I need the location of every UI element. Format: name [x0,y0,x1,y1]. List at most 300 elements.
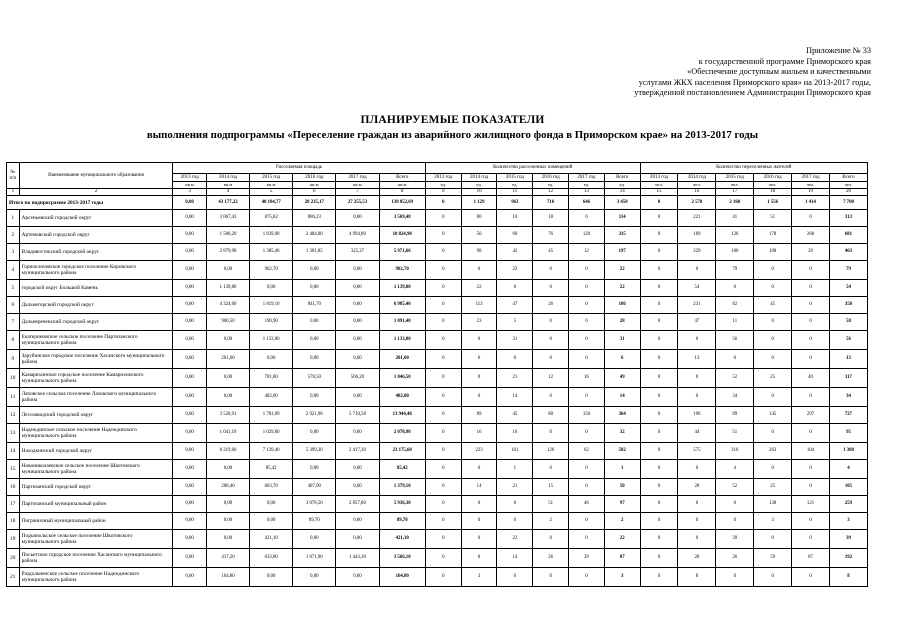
value-cell: 0,00 [336,479,379,496]
municipality-name: Артемовский городской округ [19,227,173,244]
header-col-index: 8 [379,189,425,196]
value-cell: 197 [604,244,640,261]
value-cell: 0 [640,210,678,227]
value-cell: 0 [461,369,497,388]
header-col-index: 17 [716,189,754,196]
value-cell: 39 [569,549,605,568]
value-cell: 28 235,17 [293,196,336,210]
value-cell: 14 [497,549,533,568]
row-number: 13 [7,424,20,443]
value-cell: 0 [640,496,678,513]
value-cell: 3 [461,568,497,587]
value-cell: 45 [497,407,533,424]
municipality-name: Новониколаевское сельское поселение Шкотовского муниципального района [19,460,173,479]
value-cell: 0,00 [173,350,207,369]
value-cell: 2 417,30 [336,443,379,460]
value-cell: 5 710,58 [336,407,379,424]
municipality-name: Подъяпольское сельское поселение Шкотовского муниципального района [19,530,173,549]
value-cell: 0,00 [173,568,207,587]
row-number: 21 [7,568,20,587]
value-cell: 45 [754,297,792,314]
value-cell: 0 [425,350,461,369]
value-cell: 20 [678,549,716,568]
value-cell: 0 [533,530,569,549]
value-cell: 98 [461,244,497,261]
value-cell: 1 [497,460,533,479]
value-cell: 117 [829,369,867,388]
value-cell: 325,37 [336,244,379,261]
value-cell: 1 139,80 [379,280,425,297]
value-cell: 87 [604,549,640,568]
value-cell: 34 [829,388,867,407]
value-cell: 0 [425,496,461,513]
value-cell: 95 [829,424,867,443]
value-cell: 1 041,10 [206,424,249,443]
table-row [7,424,868,443]
value-cell: 0 [533,424,569,443]
value-cell: 0,00 [293,314,336,331]
value-cell: 5 399,30 [293,443,336,460]
value-cell: 4 [716,460,754,479]
value-cell: 0 [792,210,830,227]
value-cell: 0,00 [336,388,379,407]
header-year: 2016 год [293,174,336,182]
value-cell: 50 [461,227,497,244]
value-cell: 288,40 [206,479,249,496]
value-cell: 0 [792,460,830,479]
value-cell: 51 [716,424,754,443]
header-year: 2015 год [250,174,293,182]
value-cell: 150 [569,407,605,424]
value-cell: 463 [829,244,867,261]
header-unit: кв.м [206,182,249,189]
value-cell: 109 [678,227,716,244]
value-cell: 0,00 [206,261,249,280]
value-cell: 1 846,50 [379,369,425,388]
value-cell: 201,60 [379,350,425,369]
value-cell: 0 [640,331,678,350]
value-cell: 22 [604,280,640,297]
header-unit: чел. [754,182,792,189]
header-year: 2016 год [754,174,792,182]
value-cell: 15 [533,479,569,496]
value-cell: 0 [754,460,792,479]
header-unit: ед. [533,182,569,189]
header-col-index: 7 [336,189,379,196]
value-cell: 0,00 [173,227,207,244]
municipality-name: Дальнереченский городской округ [19,314,173,331]
header-col-index: 16 [678,189,716,196]
value-cell: 22 [497,261,533,280]
municipality-name: Дальнегорский городской округ [19,297,173,314]
value-cell: 16 [569,369,605,388]
value-cell: 0 [569,297,605,314]
header-group-premises: Количество расселенных помещений [425,163,640,174]
value-cell: 0 [640,443,678,460]
value-cell: 0,00 [173,261,207,280]
table-row [7,530,868,549]
header-unit: чел. [792,182,830,189]
value-cell: 0 [425,443,461,460]
header-name: Наименование муниципального образования [19,163,173,189]
value-cell: 59 [754,549,792,568]
value-cell: 1 414 [792,196,830,210]
value-cell: 0 [533,388,569,407]
value-cell: 0 [569,350,605,369]
value-cell: 3 078,50 [293,496,336,513]
value-cell: 1 556 [754,196,792,210]
indicators-table [6,162,868,587]
value-cell: 87 [792,549,830,568]
value-cell: 1 781,09 [250,407,293,424]
value-cell: 0 [425,314,461,331]
value-cell: 902,70 [250,261,293,280]
value-cell: 1 379,10 [379,479,425,496]
header-col-index: 18 [754,189,792,196]
header-col-index: 12 [533,189,569,196]
header-year: 2013 год [640,174,678,182]
appendix-line: утвержденной постановлением Администрации Приморского края [634,88,871,98]
value-cell: 482,00 [379,388,425,407]
value-cell: 51 [754,210,792,227]
value-cell: 0 [425,244,461,261]
value-cell: 56 [716,331,754,350]
value-cell: 0,00 [206,530,249,549]
row-number: 3 [7,244,20,261]
value-cell: 268 [792,227,830,244]
value-cell: 0,00 [293,350,336,369]
value-cell: 0,00 [293,568,336,587]
value-cell: 0 [569,568,605,587]
value-cell: 0 [640,227,678,244]
value-cell: 0 [425,196,461,210]
value-cell: 39 [716,530,754,549]
value-cell: 56 [829,331,867,350]
value-cell: 22 [461,280,497,297]
value-cell: 3 [754,513,792,530]
value-cell: 22 [604,261,640,280]
value-cell: 0 [678,530,716,549]
header-year: 2013 год [173,174,207,182]
value-cell: 0,00 [336,460,379,479]
value-cell: 89,70 [293,513,336,530]
value-cell: 0 [640,513,678,530]
value-cell: 50 [604,479,640,496]
value-cell: 0,00 [250,350,293,369]
value-cell: 259 [829,496,867,513]
header-col-index: 3 [173,189,207,196]
value-cell: 16 [497,424,533,443]
header-year: 2014 год [206,174,249,182]
header-unit: ед. [425,182,461,189]
value-cell: 52 [716,479,754,496]
value-cell: 0,00 [173,407,207,424]
value-cell: 0 [461,261,497,280]
value-cell: 0 [425,331,461,350]
value-cell: 26 [792,244,830,261]
header-year: 2017 год [336,174,379,182]
table-row [7,568,868,587]
value-cell: 0,00 [250,496,293,513]
value-cell: 161 [497,443,533,460]
value-cell: 0 [640,424,678,443]
header-unit: кв.м [379,182,425,189]
header-group-residents: Количество переселенных жителей [640,163,867,174]
value-cell: 0 [754,530,792,549]
value-cell: 190,90 [250,314,293,331]
value-cell: 1 443,30 [336,549,379,568]
value-cell: 0,00 [293,331,336,350]
row-number: 19 [7,530,20,549]
value-cell: 0 [716,350,754,369]
appendix-header [541,46,871,99]
value-cell: 0,00 [336,261,379,280]
municipality-name: Зарубинское городское поселение Хасанского муниципального района [19,350,173,369]
value-cell: 8 [461,549,497,568]
value-cell: 0 [461,530,497,549]
value-cell: 575 [678,443,716,460]
value-cell: 716 [533,196,569,210]
value-cell: 164,80 [379,568,425,587]
row-number: 1 [7,210,20,227]
value-cell: 12 [569,244,605,261]
value-cell: 487,00 [293,479,336,496]
row-number: 6 [7,297,20,314]
value-cell: 0,00 [173,196,207,210]
value-cell: 126 [533,443,569,460]
header-col-index: 1 [7,189,20,196]
value-cell: 0 [497,280,533,297]
value-cell: 578,50 [293,369,336,388]
value-cell: 0,00 [206,496,249,513]
value-cell: 2 857,80 [336,496,379,513]
value-cell: 0 [425,407,461,424]
value-cell: 14 [461,479,497,496]
value-cell: 0 [754,280,792,297]
value-cell: 0 [640,530,678,549]
value-cell: 0 [678,261,716,280]
value-cell: 0 [792,530,830,549]
value-cell: 42 [497,244,533,261]
value-cell: 364 [604,407,640,424]
table-row [7,388,868,407]
municipality-name: Раздольненское сельское поселение Надеждинского муниципального района [19,568,173,587]
header-col-index: 11 [497,189,533,196]
value-cell: 1 506,20 [206,227,249,244]
value-cell: 0 [640,388,678,407]
total-label: Итого по подпрограмме 2013-2017 годы [7,196,173,210]
value-cell: 6 985,40 [379,297,425,314]
header-year: 2015 год [497,174,533,182]
value-cell: 0 [425,460,461,479]
value-cell: 34 [716,388,754,407]
value-cell: 0 [640,407,678,424]
municipality-name: городской округ Большой Камень [19,280,173,297]
value-cell: 0 [461,388,497,407]
municipality-name: Владивостокский городской округ [19,244,173,261]
value-cell: 82 [716,297,754,314]
value-cell: 2 070,90 [379,424,425,443]
value-cell: 32 [604,424,640,443]
header-col-index: 4 [206,189,249,196]
value-cell: 85,42 [379,460,425,479]
value-cell: 0 [533,350,569,369]
value-cell: 0,00 [173,388,207,407]
header-year: 2013 год [425,174,461,182]
value-cell: 0,00 [206,513,249,530]
value-cell: 85,42 [250,460,293,479]
value-cell: 223 [461,443,497,460]
municipality-name: Находкинский городской округ [19,443,173,460]
value-cell: 0,00 [336,314,379,331]
value-cell: 26 [533,549,569,568]
row-number: 14 [7,443,20,460]
table-row [7,407,868,424]
value-cell: 0,00 [336,280,379,297]
row-number: 18 [7,513,20,530]
appendix-line: Приложение № 33 [806,46,871,55]
value-cell: 875,82 [250,210,293,227]
municipality-name: Лесозаводский городской округ [19,407,173,424]
row-number: 11 [7,388,20,407]
value-cell: 14 [497,388,533,407]
value-cell: 0,00 [336,331,379,350]
value-cell: 0 [678,388,716,407]
value-cell: 6 [461,350,497,369]
value-cell: 4 [829,460,867,479]
table-row [7,210,868,227]
value-cell: 0,00 [173,210,207,227]
value-cell: 0 [569,460,605,479]
value-cell: 0,00 [206,369,249,388]
value-cell: 701,80 [250,369,293,388]
value-cell: 120 [569,227,605,244]
value-cell: 0 [569,210,605,227]
appendix-line: к государственной программе Приморского края [698,56,871,66]
table-row [7,350,868,369]
value-cell: 54 [829,280,867,297]
value-cell: 97 [604,496,640,513]
value-cell: 0 [640,369,678,388]
value-cell: 229 [678,244,716,261]
value-cell: 0 [569,479,605,496]
value-cell: 16 [461,424,497,443]
value-cell: 89 [716,407,754,424]
value-cell: 0,00 [293,388,336,407]
value-cell: 0 [640,261,678,280]
value-cell: 13 [829,350,867,369]
value-cell: 186 [604,297,640,314]
header-col-index: 6 [293,189,336,196]
header-unit: ед. [497,182,533,189]
value-cell: 47 [497,297,533,314]
value-cell: 51 [533,496,569,513]
value-cell: 0 [569,388,605,407]
value-cell: 178 [754,227,792,244]
value-cell: 62 [569,443,605,460]
value-cell: 3 [829,513,867,530]
value-cell: 108 [754,244,792,261]
header-year: 2017 год [792,174,830,182]
value-cell: 31 [604,331,640,350]
value-cell: 1 381,85 [293,244,336,261]
value-cell: 0,00 [336,568,379,587]
value-cell: 0,00 [336,513,379,530]
value-cell: 0 [425,388,461,407]
header-unit: ед. [569,182,605,189]
table-row [7,496,868,513]
value-cell: 11 [716,314,754,331]
value-cell: 2 921,96 [293,407,336,424]
value-cell: 100 [716,244,754,261]
value-cell: 0,00 [250,513,293,530]
header-col-index: 15 [640,189,678,196]
value-cell: 0 [533,261,569,280]
table-row [7,549,868,568]
header-unit: ед. [604,182,640,189]
value-cell: 0,00 [336,350,379,369]
value-cell: 421,10 [379,530,425,549]
value-cell: 1 129 [461,196,497,210]
header-col-index: 9 [425,189,461,196]
value-cell: 2 578 [678,196,716,210]
value-cell: 3 528,91 [206,407,249,424]
value-cell: 40 [792,369,830,388]
header-col-index: 20 [829,189,867,196]
value-cell: 192 [829,549,867,568]
value-cell: 0 [425,530,461,549]
row-number: 10 [7,369,20,388]
value-cell: 0 [640,350,678,369]
value-cell: 196 [678,407,716,424]
value-cell: 26 [533,297,569,314]
table-row [7,244,868,261]
value-cell: 0,00 [250,568,293,587]
value-cell: 2 160 [716,196,754,210]
value-cell: 16 [497,210,533,227]
value-cell: 0 [425,210,461,227]
header-col-index: 19 [792,189,830,196]
value-cell: 0 [497,350,533,369]
value-cell: 0 [640,196,678,210]
value-cell: 0,00 [173,331,207,350]
value-cell: 316 [716,443,754,460]
value-cell: 0,00 [173,297,207,314]
value-cell: 0 [569,513,605,530]
table-row [7,460,868,479]
value-cell: 681 [829,227,867,244]
header-year: 2014 год [678,174,716,182]
value-cell: 145 [754,407,792,424]
value-cell: 3 067,43 [206,210,249,227]
value-cell: 105 [829,479,867,496]
value-cell: 1 308 [829,443,867,460]
document-title: ПЛАНИРУЕМЫЕ ПОКАЗАТЕЛИ [360,114,545,126]
value-cell: 0 [497,513,533,530]
value-cell: 0 [678,331,716,350]
value-cell: 45 [533,244,569,261]
value-cell: 27 255,53 [336,196,379,210]
value-cell: 89,70 [379,513,425,530]
municipality-name: Горнокличевское городское поселение Кировского муниципального района [19,261,173,280]
value-cell: 1 133,80 [250,331,293,350]
value-cell: 0,00 [206,388,249,407]
value-cell: 79 [716,261,754,280]
value-cell: 0,00 [173,513,207,530]
value-cell: 603,70 [250,479,293,496]
value-cell: 21 [497,479,533,496]
value-cell: 0 [425,369,461,388]
